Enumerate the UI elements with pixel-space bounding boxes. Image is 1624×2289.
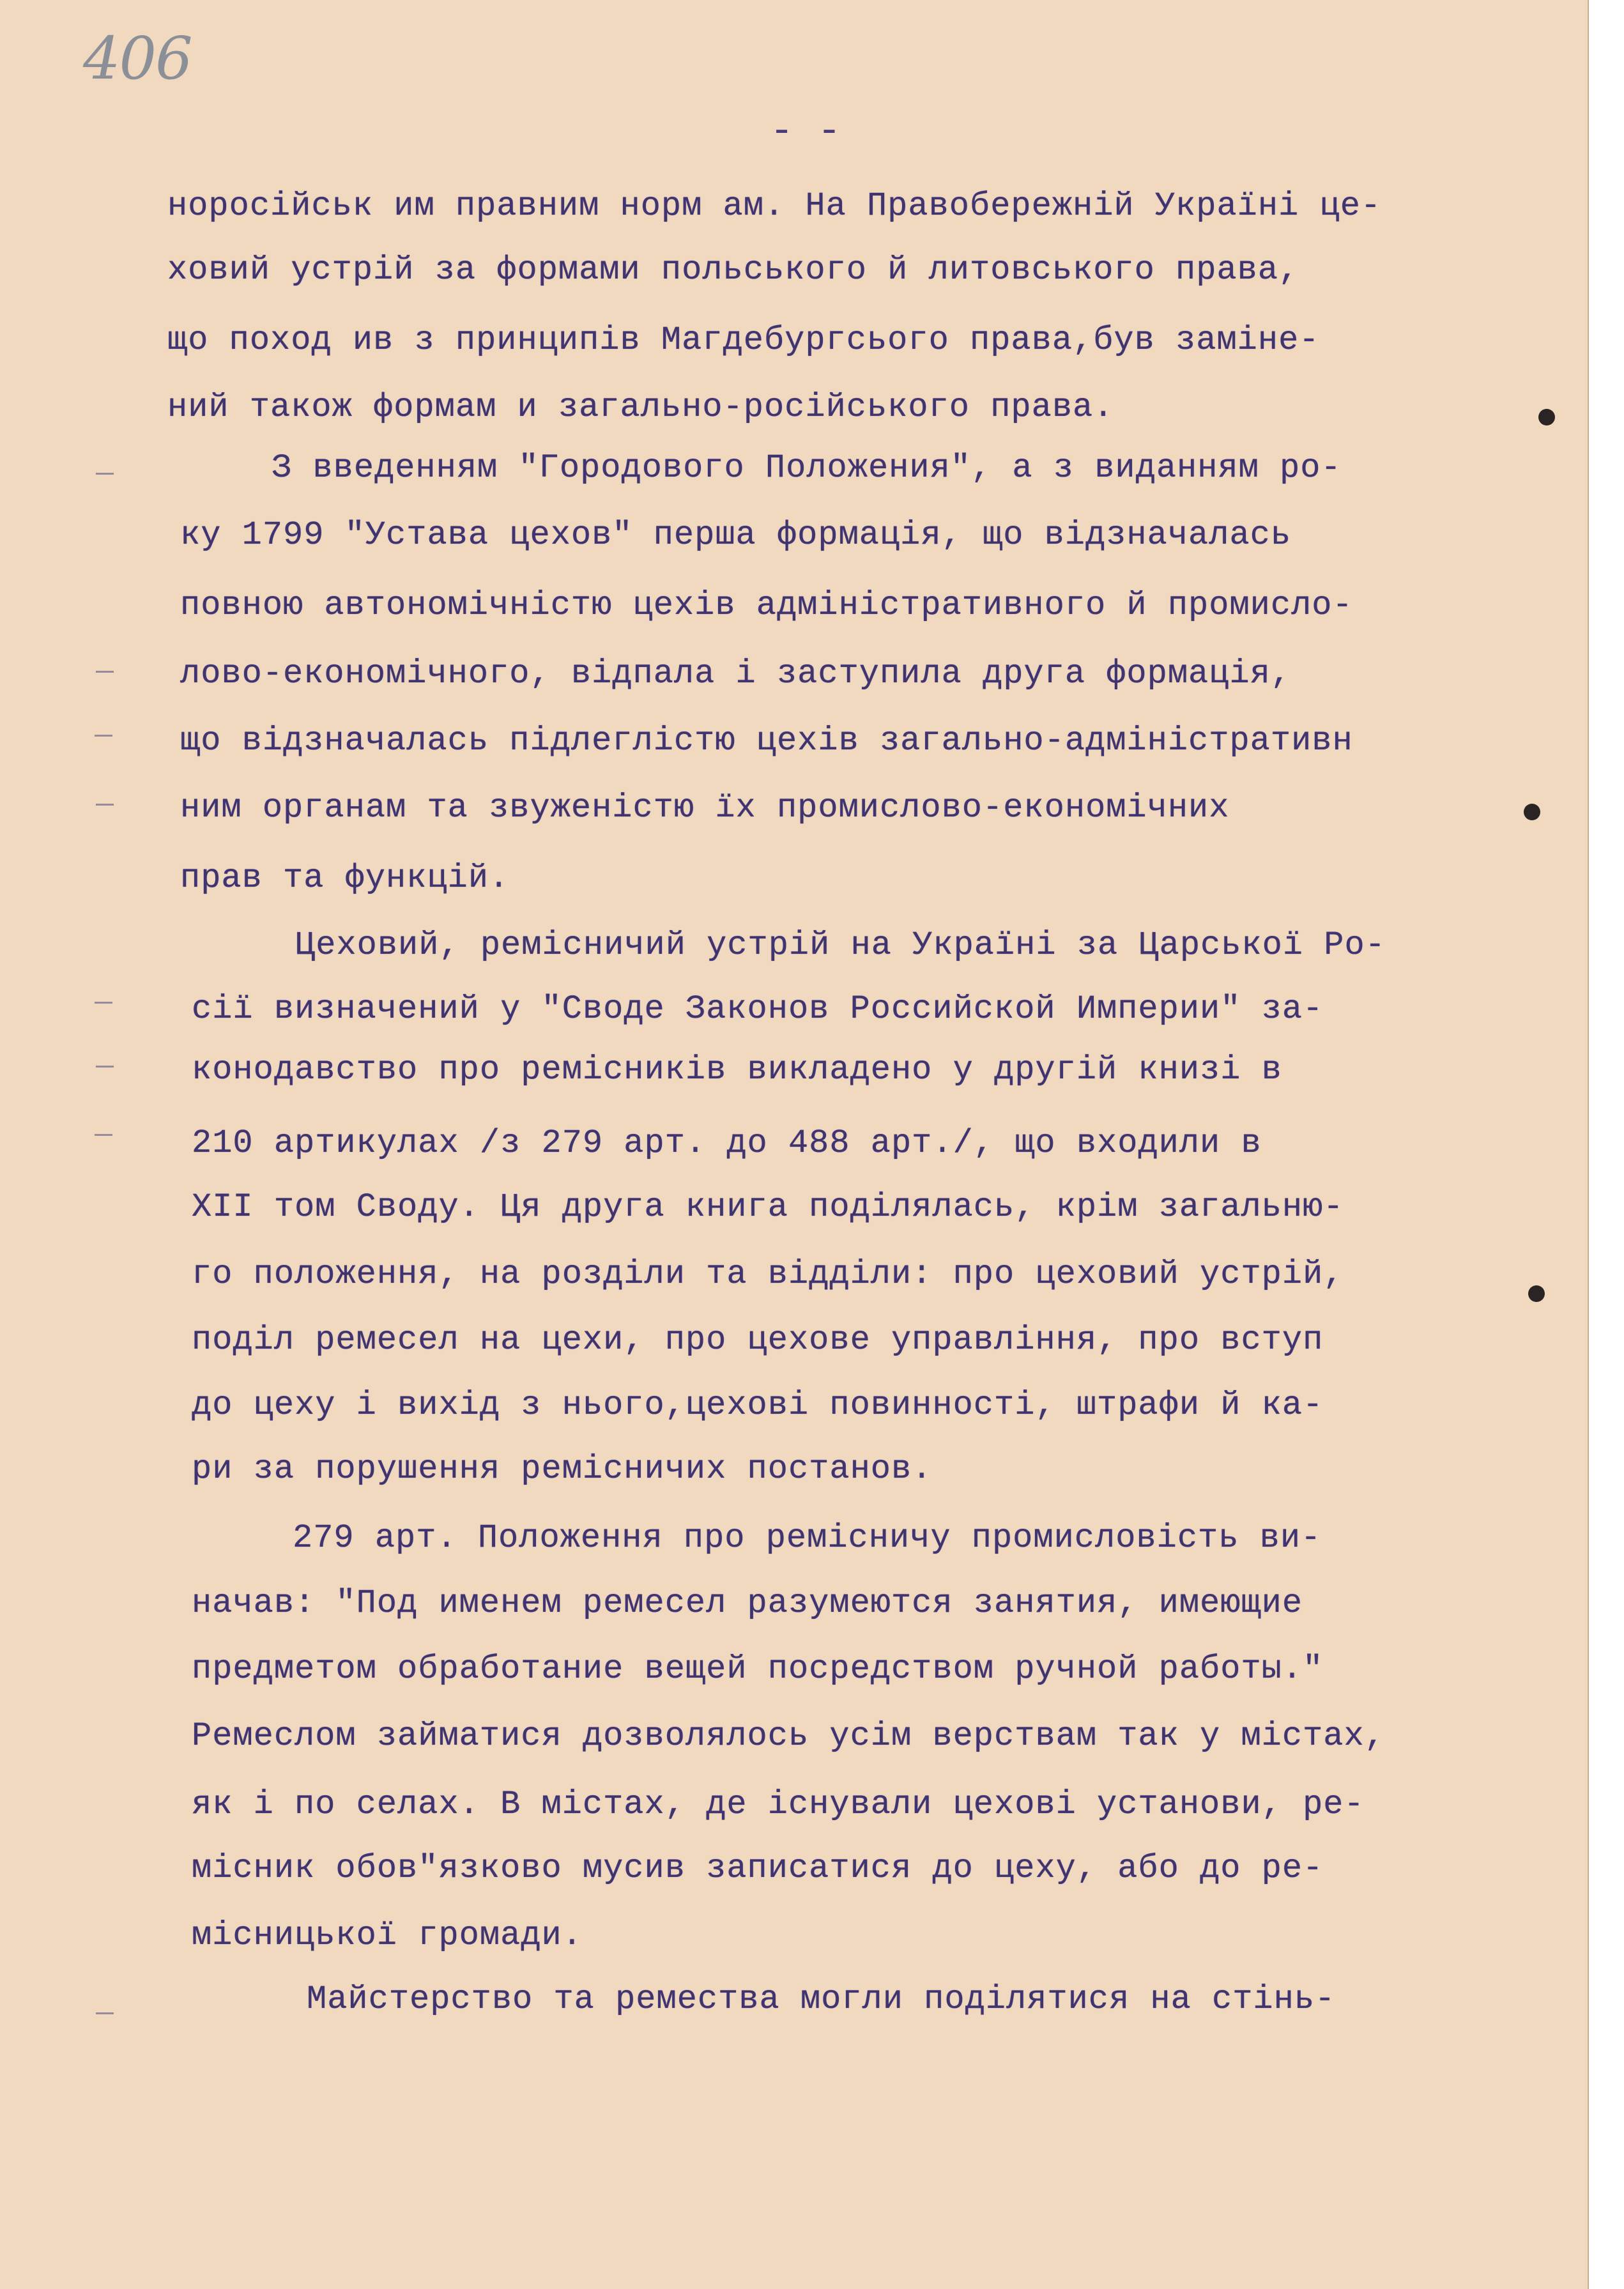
text-line: повною автономічністю цехів адміністративного й промисло- xyxy=(180,586,1353,624)
text-line: го положення, на розділи та відділи: про цеховий устрій, xyxy=(192,1255,1344,1293)
text-line: начав: "Под именем ремесел разумеются занятия, имеющие xyxy=(192,1584,1303,1622)
punch-hole-dot xyxy=(1538,409,1555,425)
punch-hole-dot xyxy=(1528,1285,1545,1302)
text-line: лово-економічного, відпала і заступила друга формація, xyxy=(180,655,1292,693)
margin-mark xyxy=(96,1066,114,1068)
text-line: Майстерство та ремества могли поділятися на стінь- xyxy=(307,1980,1336,2018)
text-line: сії визначений у "Своде Законов Российской Империи" за- xyxy=(192,990,1324,1028)
text-line: Цеховий, ремісничий устрій на Україні за Царської Ро- xyxy=(295,926,1386,964)
text-line: прав та функцій. xyxy=(180,859,510,897)
margin-mark xyxy=(95,735,112,737)
margin-mark xyxy=(96,2012,114,2014)
text-line: до цеху і вихід з нього,цехові повинності, штрафи й ка- xyxy=(192,1386,1324,1424)
text-line: що поход ив з принципів Магдебургсього права,був заміне- xyxy=(167,321,1320,359)
text-line: норосійськ им правним норм ам. На Правобережній Україні це- xyxy=(167,187,1382,225)
text-line: ХІІ том Своду. Ця друга книга поділялась, крім загальню- xyxy=(192,1188,1344,1226)
text-line: ним органам та звуженістю їх промислово-економічних xyxy=(180,789,1230,827)
text-line: предметом обработание вещей посредством ручной работы." xyxy=(192,1650,1324,1688)
margin-mark xyxy=(95,1134,112,1136)
text-line: ний також формам и загально-російського права. xyxy=(167,388,1114,426)
page-marker: - - xyxy=(770,109,841,154)
text-line: 210 артикулах /з 279 арт. до 488 арт./, що входили в xyxy=(192,1124,1262,1162)
punch-hole-dot xyxy=(1524,804,1540,820)
margin-mark xyxy=(96,671,114,673)
text-line: що відзначалась підлеглістю цехів загально-адміністративн xyxy=(180,722,1353,760)
text-line: місник обов"язково мусив записатися до цеху, або до ре- xyxy=(192,1849,1324,1887)
text-line: ри за порушення ремісничих постанов. xyxy=(192,1450,933,1488)
text-line: ховий устрій за формами польського й литовського права, xyxy=(167,251,1299,289)
handwritten-page-number: 406 xyxy=(83,24,192,93)
text-line: ку 1799 "Устава цехов" перша формація, що відзначалась xyxy=(180,516,1292,554)
text-line: З введенням "Городового Положения", а з виданням ро- xyxy=(272,449,1342,487)
text-line: як і по селах. В містах, де існували цехові установи, ре- xyxy=(192,1786,1365,1823)
margin-mark xyxy=(95,1002,112,1004)
text-line: поділ ремесел на цехи, про цехове управління, про вступ xyxy=(192,1321,1324,1359)
text-line: Ремеслом займатися дозволялось усім верствам так у містах, xyxy=(192,1717,1385,1755)
text-line: місницької громади. xyxy=(192,1917,583,1954)
text-line: 279 арт. Положення про ремісничу промисловість ви- xyxy=(293,1519,1322,1557)
text-line: конодавство про ремісників викладено у другій книзі в xyxy=(192,1051,1282,1089)
margin-mark xyxy=(96,473,114,475)
margin-mark xyxy=(96,804,114,806)
